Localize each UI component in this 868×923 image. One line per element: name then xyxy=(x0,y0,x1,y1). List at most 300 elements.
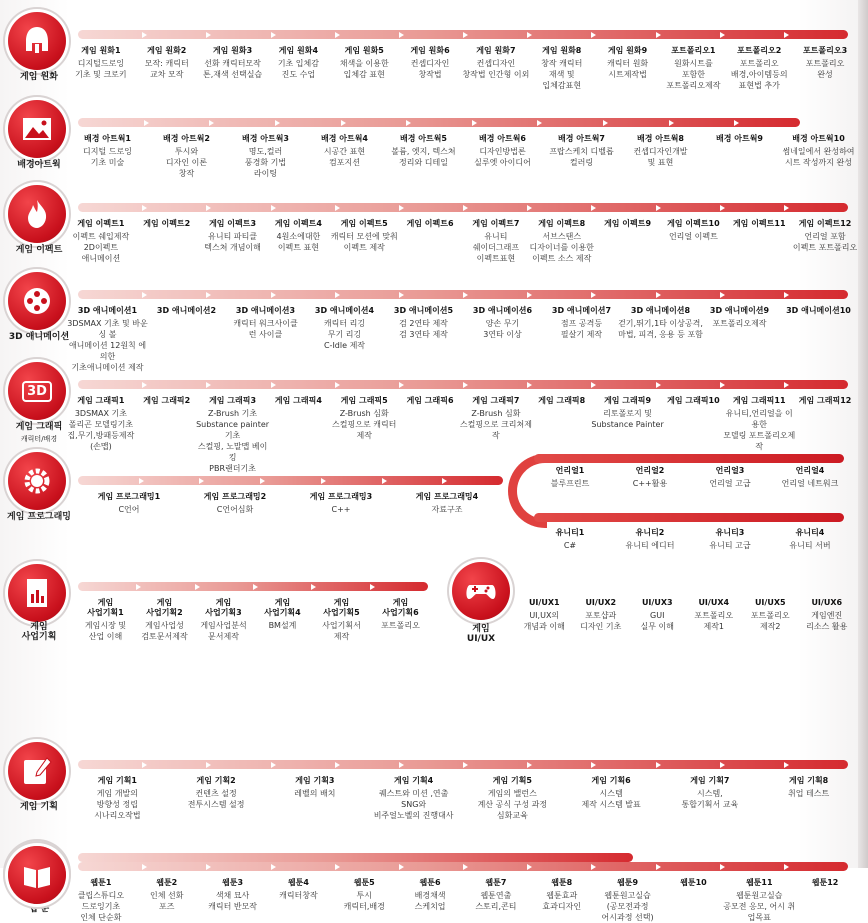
tablet-pen-icon xyxy=(8,742,66,800)
row0-stage xyxy=(262,46,336,80)
stage-description: 캐릭터 원화 시트제작법 xyxy=(606,59,649,79)
stage-title: 3D 애니메이션2 xyxy=(156,306,217,315)
row2-stage xyxy=(64,219,138,264)
stage-title: UI/UX5 xyxy=(754,598,786,607)
stage-title: 게임 원화8 xyxy=(542,46,582,55)
bar-arrow xyxy=(275,120,280,126)
unreal-stage xyxy=(686,466,774,489)
stage-title: 웹툰8 xyxy=(551,878,573,887)
film-reel-icon xyxy=(8,272,66,330)
stage-title: 게임 원화7 xyxy=(476,46,516,55)
bar-arrow xyxy=(591,382,596,388)
stage-title: 게임 이펙트9 xyxy=(604,219,652,228)
business-stage xyxy=(367,598,434,631)
business-stage xyxy=(72,598,139,642)
bar-arrow xyxy=(335,762,340,768)
row9-stage xyxy=(788,878,862,890)
stage-title: 3D 애니메이션1 xyxy=(77,306,138,315)
row-partial-bottom xyxy=(0,842,868,868)
row3-stage xyxy=(301,306,388,351)
programming-stage xyxy=(72,492,186,515)
stage-description: 인체 선화 포즈 xyxy=(150,891,184,911)
stage-description: Z-Brush 심화 스컬핑으로 캐릭터 제작 xyxy=(332,409,397,440)
stage-description: 캐릭터 모션에 맞춰 이펙트 제작 xyxy=(330,232,398,252)
bar-arrow xyxy=(335,205,340,211)
stage-title: UI/UX2 xyxy=(585,598,617,607)
row1-stage xyxy=(301,134,388,168)
bar-arrow xyxy=(271,762,276,768)
stage-description: 컨텐츠 설정 전투시스템 설정 xyxy=(187,789,245,809)
row4-stage xyxy=(788,396,862,408)
stage-title: 웹툰10 xyxy=(680,878,707,887)
bar-arrow xyxy=(260,478,265,484)
stage-description: 포트폴리오제작 xyxy=(712,319,767,328)
row3-stage xyxy=(222,306,309,340)
bar-arrow xyxy=(382,478,387,484)
row8-stage xyxy=(755,776,862,799)
stage-title: 게임 이펙트1 xyxy=(77,219,125,228)
row8-stage xyxy=(262,776,369,799)
row9-stage xyxy=(130,878,204,912)
gear-icon xyxy=(8,452,66,510)
row0-stage xyxy=(525,46,599,91)
gamepad-icon xyxy=(452,562,510,620)
row2-stage xyxy=(393,219,467,231)
bar-arrow xyxy=(463,205,468,211)
row8-stage xyxy=(163,776,270,810)
bar-arrow xyxy=(195,584,200,590)
bar-arrow xyxy=(784,762,789,768)
stage-description: 썸네일에서 완성하여 시트 작성까지 완성 xyxy=(782,147,855,167)
bar-arrow xyxy=(206,762,211,768)
stage-description: 3DSMAX 기초 및 바운싱 볼 애니메이션 12원칙 에 의한 기초애니메이션 제작 xyxy=(67,319,148,372)
bar-arrow xyxy=(463,382,468,388)
stage-description: 포트폴리오 완성 xyxy=(805,59,845,79)
stage-title: 웹툰4 xyxy=(287,878,309,887)
bar-arrow xyxy=(442,478,447,484)
stage-title: 게임 사업기획6 xyxy=(382,598,419,617)
row3-stage xyxy=(380,306,467,340)
bar-arrow xyxy=(142,32,147,38)
stage-title: UI/UX1 xyxy=(528,598,560,607)
stage-title: 배경 아트웍6 xyxy=(479,134,526,143)
stage-description: 클립스튜디오 드로잉기초 인체 단순화 xyxy=(77,891,125,922)
bar-arrow xyxy=(142,762,147,768)
unreal-stage xyxy=(766,466,854,489)
stage-title: 언리얼3 xyxy=(715,466,745,475)
stage-description: 유니티 파티클 텍스쳐 개념이해 xyxy=(204,232,261,252)
bar-arrow xyxy=(527,292,532,298)
stage-title: 게임 이펙트4 xyxy=(274,219,322,228)
business-stage xyxy=(249,598,316,631)
stage-description: 디지털드로잉 기초 및 크로키 xyxy=(75,59,127,79)
row4-stage xyxy=(393,396,467,408)
stage-description: 볼륨, 엣지, 텍스쳐 정리와 디테일 xyxy=(391,147,456,167)
stage-title: 배경 아트웍10 xyxy=(792,134,845,143)
category-label: 게임 UI/UX xyxy=(466,624,496,644)
stage-description: 포트폴리오 배경,아이템등의 표현법 추가 xyxy=(730,59,788,90)
row4-stage xyxy=(130,396,204,408)
stage-description: 컨셉디자인개발 및 표현 xyxy=(633,147,688,167)
row4-stage xyxy=(525,396,599,408)
row1-stage xyxy=(775,134,862,168)
row3-stage xyxy=(143,306,230,318)
row0-stage xyxy=(591,46,665,80)
spartan-helmet-icon xyxy=(8,12,66,70)
stage-title: 게임 원화4 xyxy=(278,46,319,55)
unity-stage xyxy=(526,528,614,551)
bar-arrow xyxy=(591,762,596,768)
stage-title: 3D 애니메이션6 xyxy=(472,306,533,315)
category-label: 게임 사업기획 xyxy=(21,622,57,642)
uiux-stage xyxy=(682,598,747,632)
book-icon xyxy=(8,846,66,904)
stage-title: 게임 프로그래밍2 xyxy=(203,492,267,501)
row0-stage xyxy=(788,46,862,80)
category-label: 게임 원화 xyxy=(20,72,58,82)
row9-stage xyxy=(327,878,401,912)
stage-title: 언리얼4 xyxy=(795,466,825,475)
stage-title: 웹툰5 xyxy=(353,878,375,887)
stage-description: 디지털 드로잉 기초 미술 xyxy=(83,147,132,167)
bar-arrow xyxy=(271,32,276,38)
stage-description: 웹툰원고실습 공모전 응모, 어시 취업목표 xyxy=(723,891,796,922)
row3-stage xyxy=(696,306,783,329)
bar-arrow xyxy=(656,292,661,298)
row3-stage xyxy=(459,306,546,340)
stage-description: 투시 캐릭터,배경 xyxy=(343,891,385,911)
row4-stage xyxy=(722,396,796,452)
category-sub-label: 캐릭터/배경 xyxy=(20,435,58,443)
stage-title: 유니티3 xyxy=(715,528,745,537)
stage-description: 모작: 캐릭터 교차 모작 xyxy=(144,59,189,79)
bar-arrow xyxy=(142,382,147,388)
landscape-picture-icon xyxy=(8,100,66,158)
bar-arrow xyxy=(720,382,725,388)
icon-text: 3D xyxy=(22,381,52,402)
stage-title: 배경 아트웍7 xyxy=(558,134,605,143)
bar-arrow xyxy=(591,32,596,38)
stage-title: 게임 원화9 xyxy=(607,46,648,55)
row2-stage xyxy=(722,219,796,231)
stage-title: 배경 아트웍2 xyxy=(163,134,210,143)
stage-title: 3D 애니메이션4 xyxy=(314,306,375,315)
stage-title: 배경 아트웍5 xyxy=(400,134,447,143)
category-label: 웹 툰 xyxy=(28,904,50,914)
stage-title: 게임 이펙트11 xyxy=(732,219,786,228)
stage-description: 서브스탠스 디자이너를 이용한 이펙트 소스 제작 xyxy=(529,232,594,263)
stage-title: 게임 그래픽3 xyxy=(209,396,257,405)
stage-description: 시스템 제작 시스템 발표 xyxy=(581,789,641,809)
bar-arrow xyxy=(734,120,739,126)
stage-title: 언리얼2 xyxy=(635,466,665,475)
stage-description: 게임사업분석 문서제작 xyxy=(200,621,247,641)
progress-bar xyxy=(78,118,800,127)
stage-description: 명도,컬러 풍경화 기법 라이팅 xyxy=(244,147,287,178)
unity-stage xyxy=(606,528,694,551)
bar-arrow xyxy=(399,205,404,211)
stage-title: 게임 기획7 xyxy=(690,776,730,785)
stage-description: 게임엔진 리소스 활용 xyxy=(806,611,848,631)
stage-title: 웹툰1 xyxy=(90,878,112,887)
bar-arrow xyxy=(463,762,468,768)
stage-description: 컨셉디자인 창작법 xyxy=(410,59,450,79)
row3-stage xyxy=(538,306,625,340)
row4-stage xyxy=(262,396,336,408)
bar-arrow xyxy=(472,120,477,126)
bar-arrow xyxy=(784,205,789,211)
row2-stage xyxy=(591,219,665,231)
stage-title: 게임 기획8 xyxy=(788,776,829,785)
flame-icon xyxy=(8,185,66,243)
row1-stage xyxy=(538,134,625,168)
bar-arrow xyxy=(321,478,326,484)
stage-title: 게임 원화1 xyxy=(81,46,121,55)
bar-arrow xyxy=(591,205,596,211)
stage-description: 점프 공격등 필살기 제작 xyxy=(560,319,603,339)
row9-stage xyxy=(525,878,599,912)
stage-title: 배경 아트웍3 xyxy=(242,134,289,143)
bar-arrow xyxy=(399,382,404,388)
stage-title: 게임 기획5 xyxy=(492,776,532,785)
category-label: 게임 기획 xyxy=(20,802,58,812)
stage-description: 게임의 밸런스 계산 공식 구성 과정 심화교육 xyxy=(477,789,548,820)
unity-stage xyxy=(686,528,774,551)
stage-title: 웹툰3 xyxy=(222,878,244,887)
row9-stage xyxy=(393,878,467,912)
curriculum-row xyxy=(0,560,868,646)
bar-arrow xyxy=(271,382,276,388)
row9-stage xyxy=(262,878,336,901)
stage-title: 포트폴리오1 xyxy=(671,46,716,55)
stage-description: 기초 입체감 진도 수업 xyxy=(277,59,319,79)
programming-stage xyxy=(178,492,292,515)
bar-arrow xyxy=(271,292,276,298)
bar-arrow xyxy=(199,478,204,484)
bar-arrow xyxy=(253,584,258,590)
stage-title: 게임 이펙트3 xyxy=(209,219,257,228)
bar-arrow xyxy=(399,292,404,298)
stage-description: 컨셉디자인 창작법 인간형 이외 xyxy=(462,59,530,79)
stage-description: 언리얼 네트워크 xyxy=(781,479,839,488)
curriculum-row xyxy=(0,738,868,838)
bar-arrow xyxy=(144,120,149,126)
row8-stage xyxy=(657,776,764,810)
stage-title: 게임 그래픽8 xyxy=(538,396,586,405)
row0-stage xyxy=(196,46,270,80)
bar-arrow xyxy=(142,292,147,298)
bar-arrow xyxy=(406,120,411,126)
stage-title: 배경 아트웍8 xyxy=(637,134,684,143)
stage-title: 게임 그래픽6 xyxy=(406,396,454,405)
curriculum-row xyxy=(0,448,868,558)
stage-description: 양손 무기 3연타 이상 xyxy=(483,319,522,339)
bar-arrow xyxy=(527,382,532,388)
stage-title: 웹툰9 xyxy=(617,878,639,887)
stage-title: 게임 사업기획5 xyxy=(323,598,360,617)
bar-arrow xyxy=(784,382,789,388)
bar-arrow xyxy=(537,120,542,126)
stage-title: 게임 기획3 xyxy=(295,776,335,785)
stage-description: 유니티 에디터 xyxy=(625,541,675,550)
bar-arrow xyxy=(335,32,340,38)
branch-bar xyxy=(534,513,844,522)
stage-description: 유니티,언리얼을 이용한 모델링 포트폴리오제작 xyxy=(723,409,796,451)
stage-description: 디자인방법론 실루엣 아이디어 xyxy=(474,147,531,167)
stage-title: 게임 원화3 xyxy=(212,46,253,55)
stage-title: 게임 이펙트8 xyxy=(538,219,586,228)
stage-description: 원화시트를 포함한 포트폴리오제작 xyxy=(666,59,721,90)
bar-arrow xyxy=(669,120,674,126)
business-stage xyxy=(308,598,375,642)
stage-description: 프랍스케치 디벨롭 컬러링 xyxy=(549,147,614,167)
bar-arrow xyxy=(603,120,608,126)
row9-stage xyxy=(722,878,796,923)
stage-title: 게임 그래픽5 xyxy=(340,396,388,405)
row2-stage xyxy=(657,219,731,242)
stage-title: 게임 이펙트12 xyxy=(798,219,852,228)
row4-stage xyxy=(657,396,731,408)
unreal-stage xyxy=(526,466,614,489)
business-stage xyxy=(131,598,198,642)
bar-arrow xyxy=(341,120,346,126)
stage-description: C++활용 xyxy=(632,479,668,488)
curriculum-row xyxy=(0,8,868,94)
stage-description: 리토폴로지 및 Substance Painter xyxy=(591,409,664,429)
bar-arrow xyxy=(142,205,147,211)
document-chart-icon xyxy=(8,564,66,622)
row8-stage xyxy=(64,776,171,821)
stage-title: 포트폴리오3 xyxy=(802,46,848,55)
stage-description: BM설계 xyxy=(268,621,297,630)
stage-description: 이펙트 쉐입제작 2D이펙트 애니메이션 xyxy=(72,232,130,263)
uiux-stage xyxy=(512,598,577,632)
bar-arrow xyxy=(720,205,725,211)
stage-title: 3D 애니메이션7 xyxy=(551,306,612,315)
bar-arrow xyxy=(720,32,725,38)
stage-title: 게임 사업기획1 xyxy=(87,598,124,617)
row1-stage xyxy=(380,134,467,168)
row2-stage xyxy=(788,219,862,253)
stage-title: 3D 애니메이션5 xyxy=(393,306,454,315)
row2-stage xyxy=(262,219,336,253)
stage-title: 게임 사업기획2 xyxy=(146,598,183,617)
stage-title: 게임 사업기획4 xyxy=(264,598,301,617)
row3-stage xyxy=(775,306,862,318)
row4-stage xyxy=(591,396,665,430)
row8-stage xyxy=(360,776,467,821)
row9-stage xyxy=(459,878,533,912)
stage-title: 유니티4 xyxy=(795,528,825,537)
stage-description: 레벨의 배치 xyxy=(294,789,336,798)
bar-arrow xyxy=(370,584,375,590)
stage-description: 창작 캐릭터 재색 및 입체감표현 xyxy=(541,59,583,90)
bar-arrow xyxy=(206,32,211,38)
row1-stage xyxy=(222,134,309,179)
stage-description: 게임시장 및 산업 이해 xyxy=(84,621,127,641)
bar-arrow xyxy=(720,762,725,768)
branch-bar xyxy=(534,454,844,463)
stage-description: 언리얼 고급 xyxy=(709,479,751,488)
row4-stage xyxy=(64,396,138,452)
stage-title: 배경 아트웍1 xyxy=(84,134,131,143)
stage-title: 게임 그래픽4 xyxy=(274,396,322,405)
stage-description: 언리얼 이펙트 xyxy=(668,232,718,241)
stage-title: 3D 애니메이션8 xyxy=(630,306,691,315)
monitor-3d-icon xyxy=(8,362,66,420)
unreal-stage xyxy=(606,466,694,489)
stage-title: UI/UX4 xyxy=(698,598,730,607)
stage-description: 걷기,뛰기,1타 이상공격, 마법, 피격, 응용 등 포함 xyxy=(618,319,703,339)
stage-title: 게임 그래픽7 xyxy=(472,396,520,405)
programming-stage xyxy=(390,492,504,515)
row0-stage xyxy=(459,46,533,80)
row1-stage xyxy=(459,134,546,168)
stage-title: 게임 그래픽12 xyxy=(798,396,852,405)
stage-title: 게임 기획6 xyxy=(591,776,631,785)
bar-arrow xyxy=(527,32,532,38)
stage-description: 캐릭터 워크사이클 런 사이클 xyxy=(233,319,298,339)
category-label: 게임 그래픽 xyxy=(15,422,63,432)
bar-arrow xyxy=(591,292,596,298)
bar-arrow xyxy=(656,762,661,768)
stage-title: 게임 그래픽10 xyxy=(667,396,720,405)
stage-title: 게임 원화6 xyxy=(410,46,450,55)
stage-title: 게임 프로그래밍1 xyxy=(97,492,161,501)
stage-title: 유니티2 xyxy=(635,528,665,537)
stage-title: 웹툰11 xyxy=(745,878,773,887)
stage-description: UI,UX의 개념과 이해 xyxy=(523,611,565,631)
bar-arrow xyxy=(271,205,276,211)
row3-stage xyxy=(617,306,704,340)
stage-title: 게임 기획4 xyxy=(393,776,434,785)
bar-arrow xyxy=(527,205,532,211)
stage-title: 게임 원화5 xyxy=(344,46,384,55)
row2-stage xyxy=(327,219,401,253)
business-stage xyxy=(190,598,257,642)
uiux-stage xyxy=(795,598,860,632)
row9-stage xyxy=(64,878,138,923)
stage-title: 게임 프로그래밍4 xyxy=(415,492,479,501)
curriculum-row xyxy=(0,96,868,180)
bar-arrow xyxy=(335,292,340,298)
row1-stage xyxy=(64,134,151,168)
stage-title: 웹툰6 xyxy=(419,878,441,887)
stage-title: 게임 그래픽9 xyxy=(604,396,652,405)
bar-arrow xyxy=(527,762,532,768)
stage-description: 게임 개발의 방향성 정립 시나리오작법 xyxy=(94,789,141,820)
bar-arrow xyxy=(463,292,468,298)
row1-stage xyxy=(143,134,230,179)
row9-stage xyxy=(196,878,270,912)
stage-description: 시공간 표현 컴포지션 xyxy=(323,147,366,167)
unity-stage xyxy=(766,528,854,551)
stage-description: 포트폴리오 제작1 xyxy=(694,611,734,631)
stage-title: 게임 이펙트5 xyxy=(340,219,388,228)
stage-description: 포토샵과 디자인 기초 xyxy=(580,611,622,631)
stage-description: 캐릭터 리깅 무기 리깅 C-Idle 제작 xyxy=(323,319,366,350)
stage-description: C++ xyxy=(331,505,351,514)
bar-arrow xyxy=(656,32,661,38)
stage-description: 검 2연타 제작 검 3연타 제작 xyxy=(399,319,448,339)
stage-title: 게임 그래픽11 xyxy=(732,396,786,405)
bar-arrow xyxy=(335,382,340,388)
uiux-stage xyxy=(569,598,634,632)
row0-stage xyxy=(64,46,138,80)
bar-arrow xyxy=(720,292,725,298)
stage-title: 3D 애니메이션10 xyxy=(786,306,851,315)
row2-stage xyxy=(196,219,270,253)
